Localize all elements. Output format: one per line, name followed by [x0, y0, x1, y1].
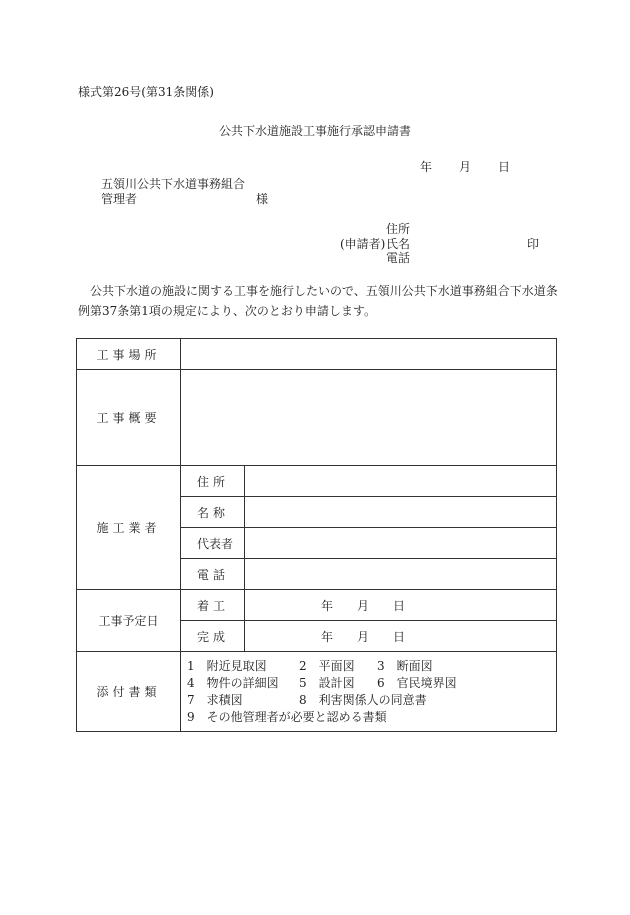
attachment-item: 3 断面図 — [377, 658, 433, 673]
end-label — [181, 621, 245, 652]
end-day: 日 — [393, 629, 406, 644]
contractor-rep-text: 代表者 — [197, 536, 234, 551]
start-month: 月 — [357, 598, 370, 613]
end-year: 年 — [321, 629, 334, 644]
applicant-phone-label: 電話 — [386, 251, 411, 265]
contractor-phone-field[interactable] — [245, 559, 557, 590]
form-number: 様式第26号(第31条関係) — [78, 85, 214, 99]
addressee-honorific: 様 — [256, 192, 269, 206]
end-month: 月 — [357, 629, 370, 644]
date-month: 月 — [458, 160, 471, 174]
summary-field[interactable] — [181, 370, 557, 466]
attachment-item: 8 利害関係人の同意書 — [299, 692, 427, 707]
start-date — [245, 597, 556, 614]
table-row — [77, 339, 557, 370]
contractor-name-field[interactable] — [245, 497, 557, 528]
end-date-field[interactable] — [245, 621, 557, 652]
contractor-rep-field[interactable] — [245, 528, 557, 559]
attachment-item: 5 設計図 — [299, 675, 355, 690]
attachment-item: 4 物件の詳細図 — [187, 675, 279, 690]
attachment-item: 1 附近見取図 — [187, 658, 267, 673]
attachments-label: 添付書類 — [77, 652, 181, 732]
table-row — [77, 370, 557, 466]
attachment-item: 2 平面図 — [299, 658, 355, 673]
attachments-list — [181, 652, 557, 732]
site-field[interactable] — [181, 339, 557, 370]
start-text: 着工 — [197, 598, 230, 613]
attachment-item: 9 その他管理者が必要と認める書類 — [187, 709, 387, 724]
date-line — [420, 160, 510, 174]
applicant-address-label: 住所 — [386, 222, 411, 236]
contractor-phone-label — [181, 559, 245, 590]
attachment-row — [187, 692, 556, 709]
start-date-field[interactable] — [245, 590, 557, 621]
application-statement: 公共下水道の施設に関する工事を施行したいので、五領川公共下水道事務組合下水道条例第37条第1項の規定により、次のとおり申請します。 — [78, 284, 558, 318]
date-day: 日 — [497, 160, 510, 174]
applicant-label: (申請者) — [340, 237, 386, 251]
contractor-phone-text: 電話 — [197, 567, 230, 582]
addressee-role: 管理者 — [101, 192, 138, 206]
contractor-name-label — [181, 497, 245, 528]
contractor-address-field[interactable] — [245, 466, 557, 497]
attachment-item: 7 求積図 — [187, 692, 243, 707]
contractor-name-text: 名称 — [197, 505, 230, 520]
attachment-row — [187, 658, 556, 675]
date-year: 年 — [420, 160, 433, 174]
applicant-name-label: 氏名 — [386, 237, 411, 251]
table-row — [77, 466, 557, 497]
start-day: 日 — [393, 598, 406, 613]
summary-label: 工事概要 — [77, 370, 181, 466]
schedule-label: 工事予定日 — [77, 590, 181, 652]
contractor-label: 施工業者 — [77, 466, 181, 590]
addressee-org: 五領川公共下水道事務組合 — [101, 177, 246, 191]
contractor-rep-label — [181, 528, 245, 559]
start-year: 年 — [321, 598, 334, 613]
table-row — [77, 590, 557, 621]
attachment-item: 6 官民境界図 — [377, 675, 457, 690]
application-table — [76, 338, 557, 732]
site-label: 工事場所 — [77, 339, 181, 370]
contractor-address-text: 住所 — [197, 474, 230, 489]
contractor-address-label — [181, 466, 245, 497]
table-row — [77, 652, 557, 732]
attachment-row — [187, 709, 556, 726]
seal-mark: 印 — [527, 237, 540, 251]
end-text: 完成 — [197, 629, 230, 644]
attachment-row — [187, 675, 556, 692]
page-title: 公共下水道施設工事施行承認申請書 — [218, 124, 411, 138]
start-label — [181, 590, 245, 621]
addressee-line — [101, 192, 269, 206]
end-date — [245, 628, 556, 645]
